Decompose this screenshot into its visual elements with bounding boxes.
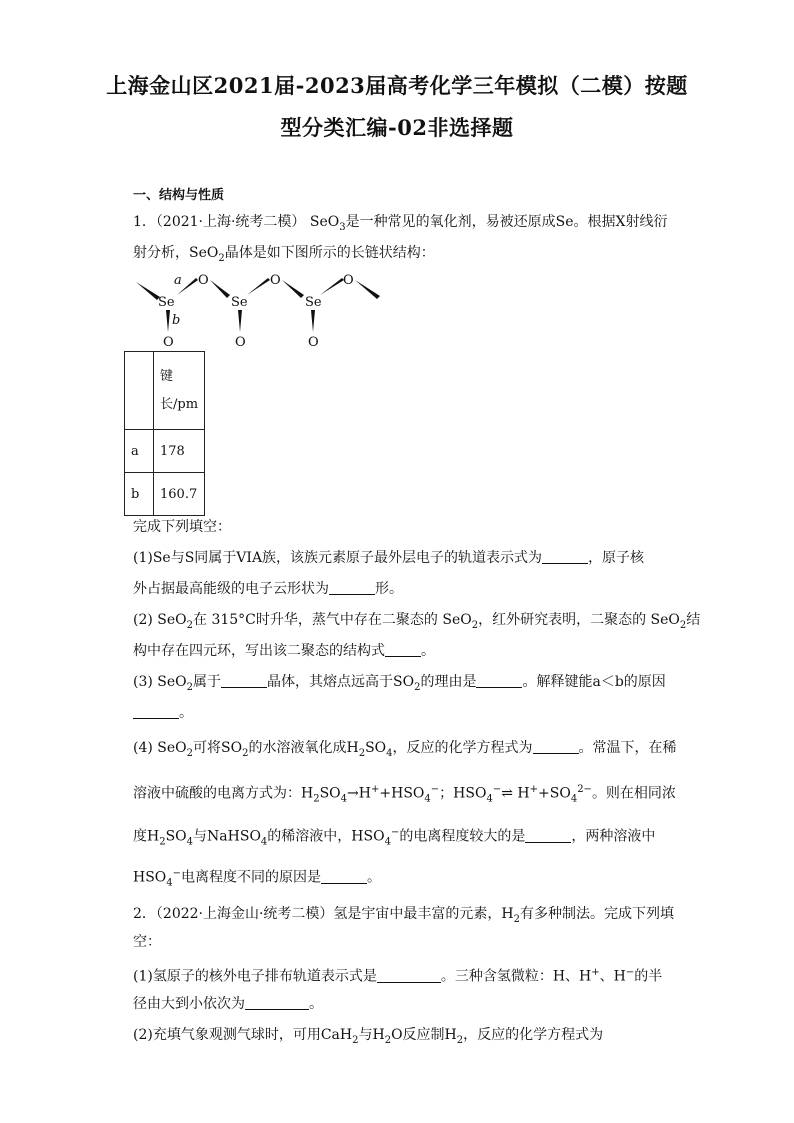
q2-intro-line1: 2．（2022·上海金山·统考二模）氢是宇宙中最丰富的元素，$H_2$有多种制法。完成下列填 [133,906,675,925]
table-header-cell: 键长/pm [154,352,205,430]
wedge-bond [238,310,242,332]
bond-label-a: a [174,273,182,288]
q1-instruction: 完成下列填空： [133,519,231,535]
q1-part1-line1: (1)Se与S同属于VIA族，该族元素原子最外层电子的轨道表示式为 ，原子核 [133,550,645,566]
wedge-bond [247,278,270,295]
answer-blank[interactable] [245,995,309,1010]
atom-o-1: O [198,273,209,288]
atom-se-3: Se [305,295,322,310]
q1-part4-line3: 度$H_2SO_4$与NaHSO$_4$的稀溶液中，$HSO_4^-$的电离程度较大的是 ，两种溶液中 [133,827,656,848]
wedge-bond-b [166,310,170,332]
answer-blank[interactable] [133,704,179,719]
table-cell: 160.7 [154,473,205,516]
bond-label-b: b [172,313,181,328]
answer-blank[interactable] [221,673,267,688]
section-heading: 一、结构与性质 [133,188,225,203]
table-row [125,352,205,430]
atom-se-2: Se [231,295,248,310]
wedge-bond [320,278,344,295]
q2-intro-line2: 空： [133,934,161,950]
table-cell [125,352,154,430]
answer-blank[interactable] [525,828,571,843]
q1-part1-line2: 外占据最高能级的电子云形状为 形。 [133,581,403,597]
wedge-bond [311,310,315,332]
answer-blank[interactable] [385,642,421,657]
doc-title-line2: 型分类汇编-02非选择题 [280,115,514,140]
table-cell: 178 [154,430,205,473]
atom-se-1: Se [158,295,175,310]
q2-part1-line1: (1)氢原子的核外电子排布轨道表示式是 。三种含氢微粒：H、H+、H−的半 [133,967,663,985]
atom-o-bottom-2: O [235,335,246,350]
seo2-chain-structure [130,266,390,352]
q1-part4-line4: $HSO_4^-$电离程度不同的原因是 。 [133,868,382,889]
atom-o-2: O [270,273,281,288]
doc-title-line1: 上海金山区2021届-2023届高考化学三年模拟（二模）按题 [106,73,688,98]
answer-blank[interactable] [321,869,367,884]
q1-part3-line2: 。 [133,703,193,723]
q2-part2-line1: (2)充填气象观测气球时，可用CaH$_2$与$H_2O$反应制$H_2$，反应的化学方程式为 [133,1027,604,1046]
atom-o-bottom-1: O [163,335,174,350]
atom-o-bottom-3: O [308,335,319,350]
q1-part2-line2: 构中存在四元环，写出该二聚态的结构式 。 [133,643,435,659]
answer-blank[interactable] [533,739,579,754]
q1-part4-line1: (4) SeO$_2$可将$SO_2$的水溶液氧化成$H_2SO_4$，反应的化学方程式为 。常温下，在稀 [133,740,677,759]
atom-o-3: O [343,273,354,288]
wedge-bond [282,280,304,298]
q1-intro-line1: 1．（2021·上海·统考二模） SeO$_3$是一种常见的氧化剂，易被还原成Se。根据X射线衍 [133,214,668,233]
q2-part1-line2: 径由大到小依次为 。 [133,996,323,1012]
table-cell: a [125,430,154,473]
answer-blank[interactable] [329,580,375,595]
wedge-bond [210,280,230,298]
q1-intro-line2: 射分析，SeO$_2$晶体是如下图所示的长链状结构： [133,245,435,264]
answer-blank[interactable] [377,968,441,983]
bond-length-table [124,351,205,516]
answer-blank[interactable] [542,549,588,564]
answer-blank[interactable] [476,673,522,688]
table-cell: b [125,473,154,516]
table-row [125,430,205,473]
q1-part4-line2: 溶液中硫酸的电离方式为：$H_2SO_4\to H^++HSO_4^-$；$HSO_4^-\rightleftharpoons$ $H^++SO_4^{2-}$。则在相同浓 [133,784,676,805]
q1-part3-line1: (3) SeO$_2$属于 晶体，其熔点远高于$SO_2$的理由是 。解释键能a＜b的原因 [133,674,666,693]
wedge-bond [355,280,380,299]
q1-part2-line1: (2) SeO$_2$在 315°C时升华，蒸气中存在二聚态的 SeO$_2$，红外研究表明，二聚态的 SeO$_2$结 [133,612,701,631]
wedge-bond [136,282,160,300]
table-row [125,473,205,516]
